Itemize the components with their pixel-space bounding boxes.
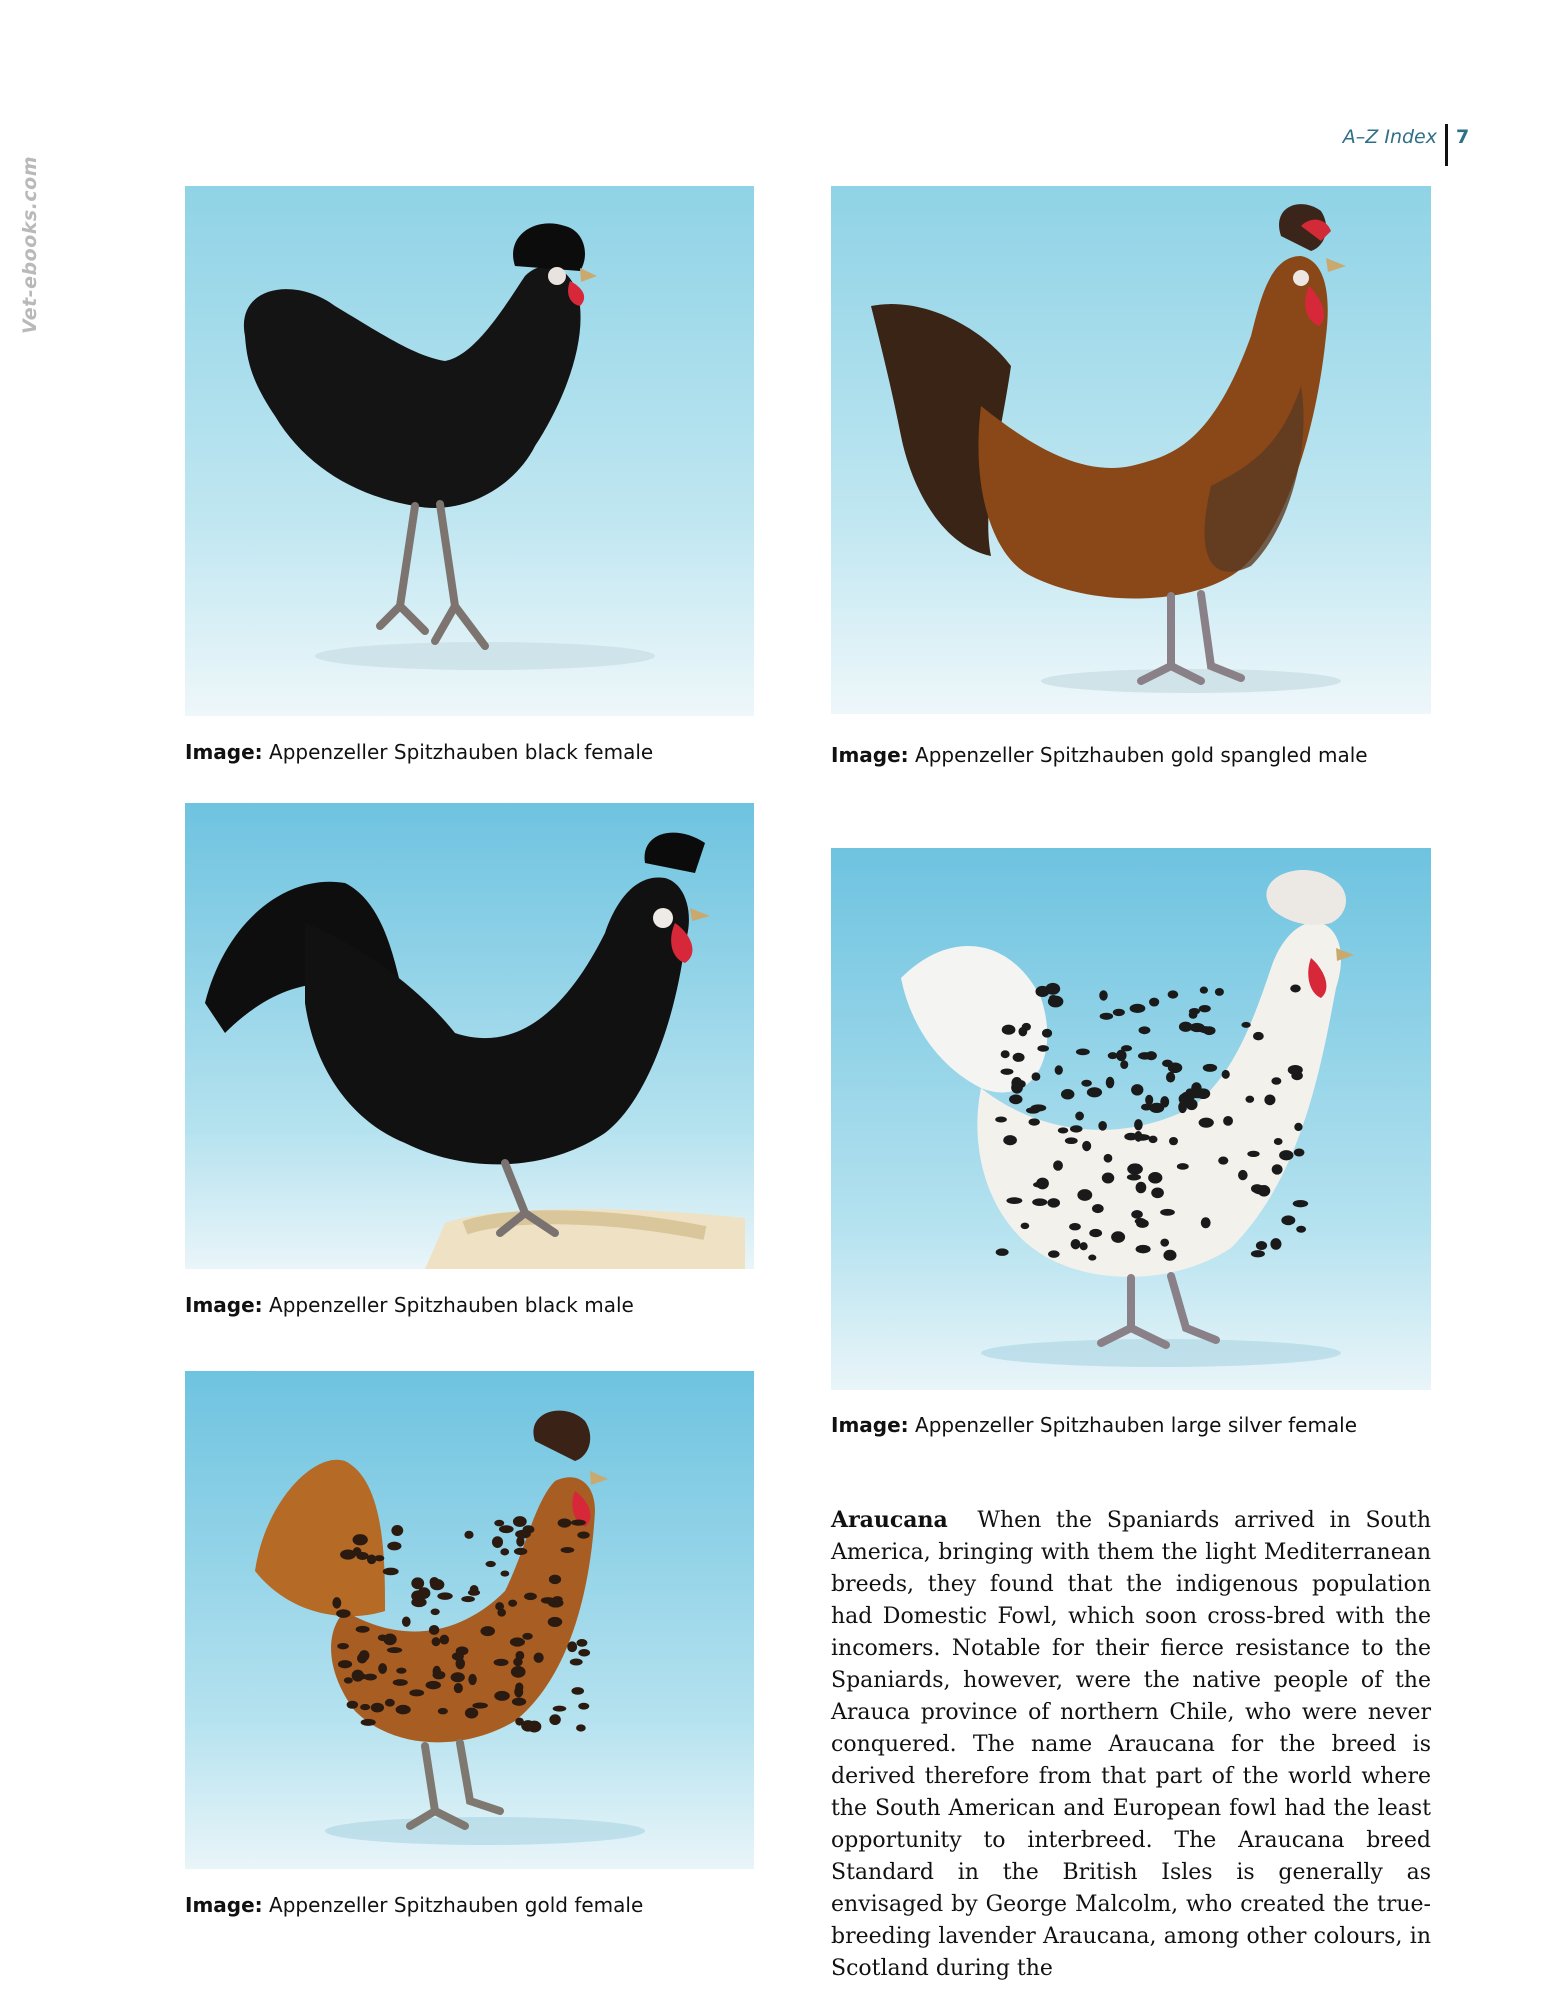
caption-label: Image: xyxy=(185,740,263,764)
caption-label: Image: xyxy=(831,743,909,767)
caption-text: Appenzeller Spitzhauben black female xyxy=(269,740,654,764)
header-divider xyxy=(1445,124,1448,166)
caption-fig2 xyxy=(831,743,1368,767)
caption-fig1 xyxy=(185,740,653,764)
caption-text: Appenzeller Spitzhauben large silver female xyxy=(915,1413,1358,1437)
caption-fig3 xyxy=(185,1293,634,1317)
page-number: 7 xyxy=(1456,126,1470,148)
article-text: When the Spaniards arrived in South America, bringing with them the light Mediterranean breeds, they found that the indigenous population had Domestic Fowl, which soon cross-bred with the incomers. Notable for their fierce resistance to the Spaniards, however, were the native people of the Arauca province of northern Chile, who were never conquered. The name Araucana for the breed is derived therefore from that part of the world where the South American and European fowl had the least opportunity to interbreed. The Araucana breed Standard in the British Isles is generally as envisaged by George Malcolm, who created the true-breeding lavender Araucana, among other colours, in Scotland during the xyxy=(831,1508,1431,1981)
photo-black-male xyxy=(185,803,754,1269)
caption-text: Appenzeller Spitzhauben gold spangled male xyxy=(915,743,1368,767)
black-rooster-icon xyxy=(185,803,754,1269)
gold-spangled-rooster-icon xyxy=(831,186,1431,714)
article-body xyxy=(831,1504,1431,1985)
watermark xyxy=(0,155,60,335)
caption-text: Appenzeller Spitzhauben gold female xyxy=(269,1893,644,1917)
photo-gold-spangled-male xyxy=(831,186,1431,714)
running-header xyxy=(0,122,1565,166)
photo-large-silver-female xyxy=(831,848,1431,1390)
caption-fig5 xyxy=(185,1893,643,1917)
photo-black-female xyxy=(185,186,754,716)
caption-label: Image: xyxy=(185,1293,263,1317)
caption-label: Image: xyxy=(185,1893,263,1917)
caption-label: Image: xyxy=(831,1413,909,1437)
caption-text: Appenzeller Spitzhauben black male xyxy=(269,1293,634,1317)
black-hen-icon xyxy=(185,186,754,716)
watermark-text: Vet-ebooks.com xyxy=(19,155,41,335)
header-section-title: A–Z Index xyxy=(1342,126,1437,148)
caption-fig4 xyxy=(831,1413,1357,1437)
photo-gold-female xyxy=(185,1371,754,1869)
article-heading: Araucana xyxy=(831,1507,948,1533)
silver-spangled-hen-icon xyxy=(831,848,1431,1390)
gold-hen-icon xyxy=(185,1371,754,1869)
